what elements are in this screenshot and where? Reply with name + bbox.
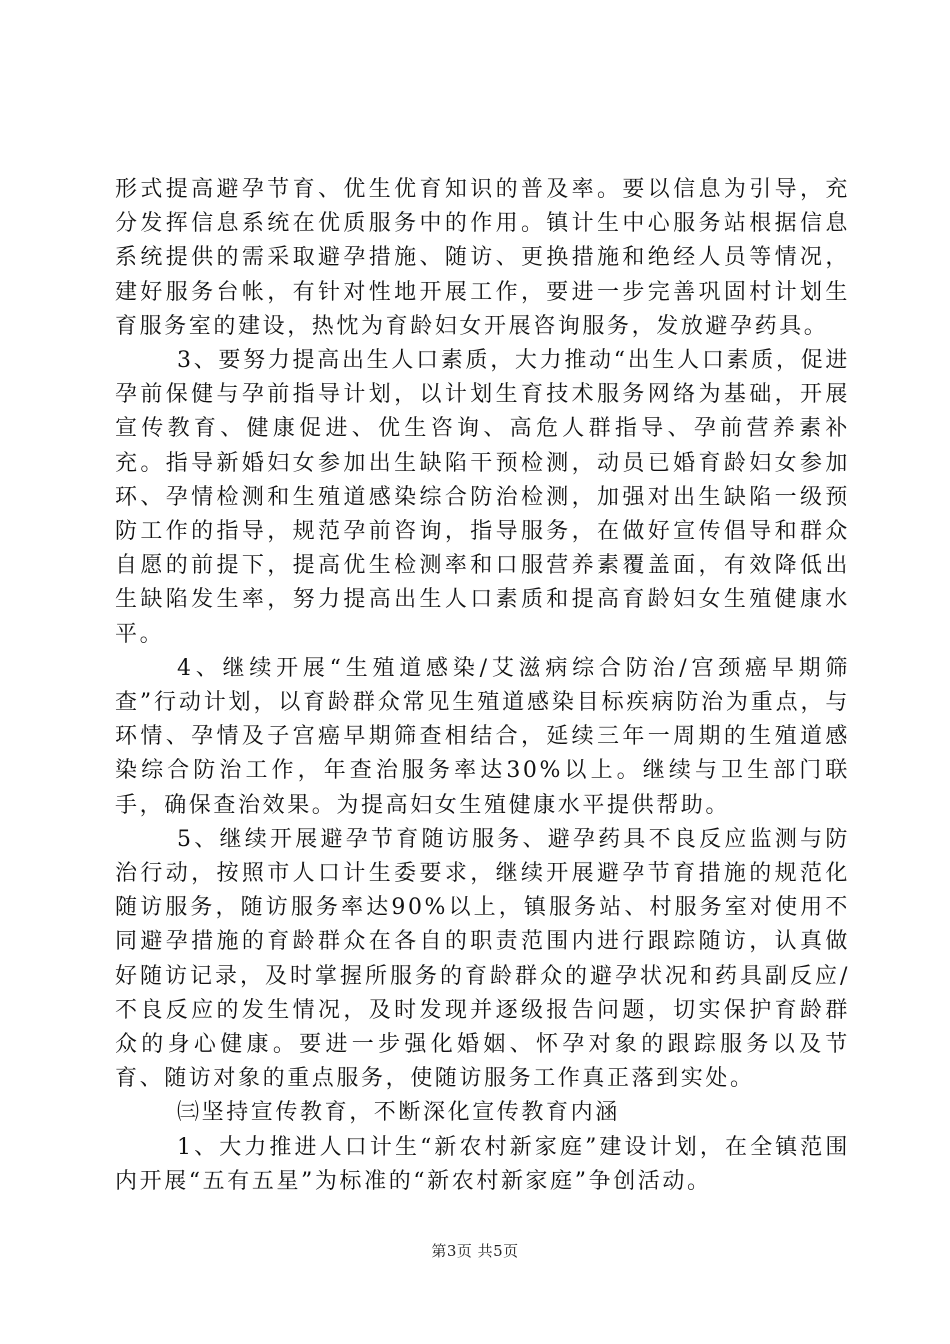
section-heading: ㈢坚持宣传教育，不断深化宣传教育内涵	[177, 1100, 620, 1126]
page-number-footer: 第3页 共5页	[431, 1242, 519, 1260]
paragraph-item-3: 3、要努力提高出生人口素质，大力推动“出生人口素质，促进孕前保健与孕前指导计划，以计划生育技术服务网络为基础，开展宣传教育、健康促进、优生咨询、高危人群指导、孕前营养素补充。指导新婚妇女参加出生缺陷干预检测，动员已婚育龄妇女参加环、孕情检测和生殖道感染综合防治检测，加强对出生缺陷一级预防工作的指导，规范孕前咨询，指导服务，在做好宣传倡导和群众自愿的前提下，提高优生检测率和口服营养素覆盖面，有效降低出生缺陷发生率，努力提高出生人口素质和提高育龄妇女生殖健康水平。	[115, 348, 850, 647]
paragraph-continuation: 形式提高避孕节育、优生优育知识的普及率。要以信息为引导，充分发挥信息系统在优质服务中的作用。镇计生中心服务站根据信息系统提供的需采取避孕措施、随访、更换措施和绝经人员等情况，建好服务台帐，有针对性地开展工作，要进一步完善巩固村计划生育服务室的建设，热忱为育龄妇女开展咨询服务，发放避孕药具。	[115, 177, 850, 339]
paragraph-item-1: 1、大力推进人口计生“新农村新家庭”建设计划，在全镇范围内开展“五有五星”为标准的“新农村新家庭”争创活动。	[115, 1134, 850, 1194]
paragraph-item-4: 4、继续开展“生殖道感染/艾滋病综合防治/宫颈癌早期筛查”行动计划，以育龄群众常见生殖道感染目标疾病防治为重点，与环情、孕情及子宫癌早期筛查相结合，延续三年一周期的生殖道感染综合防治工作，年查治服务率达30%以上。继续与卫生部门联手，确保查治效果。为提高妇女生殖健康水平提供帮助。	[115, 655, 850, 818]
paragraph-item-5: 5、继续开展避孕节育随访服务、避孕药具不良反应监测与防治行动，按照市人口计生委要求，继续开展避孕节育措施的规范化随访服务，随访服务率达90%以上，镇服务站、村服务室对使用不同避孕措施的育龄群众在各自的职责范围内进行跟踪随访，认真做好随访记录，及时掌握所服务的育龄群众的避孕状况和药具副反应/不良反应的发生情况，及时发现并逐级报告问题，切实保护育龄群众的身心健康。要进一步强化婚姻、怀孕对象的跟踪服务以及节育、随访对象的重点服务，使随访服务工作真正落到实处。	[115, 826, 850, 1092]
document-body	[115, 173, 850, 1199]
